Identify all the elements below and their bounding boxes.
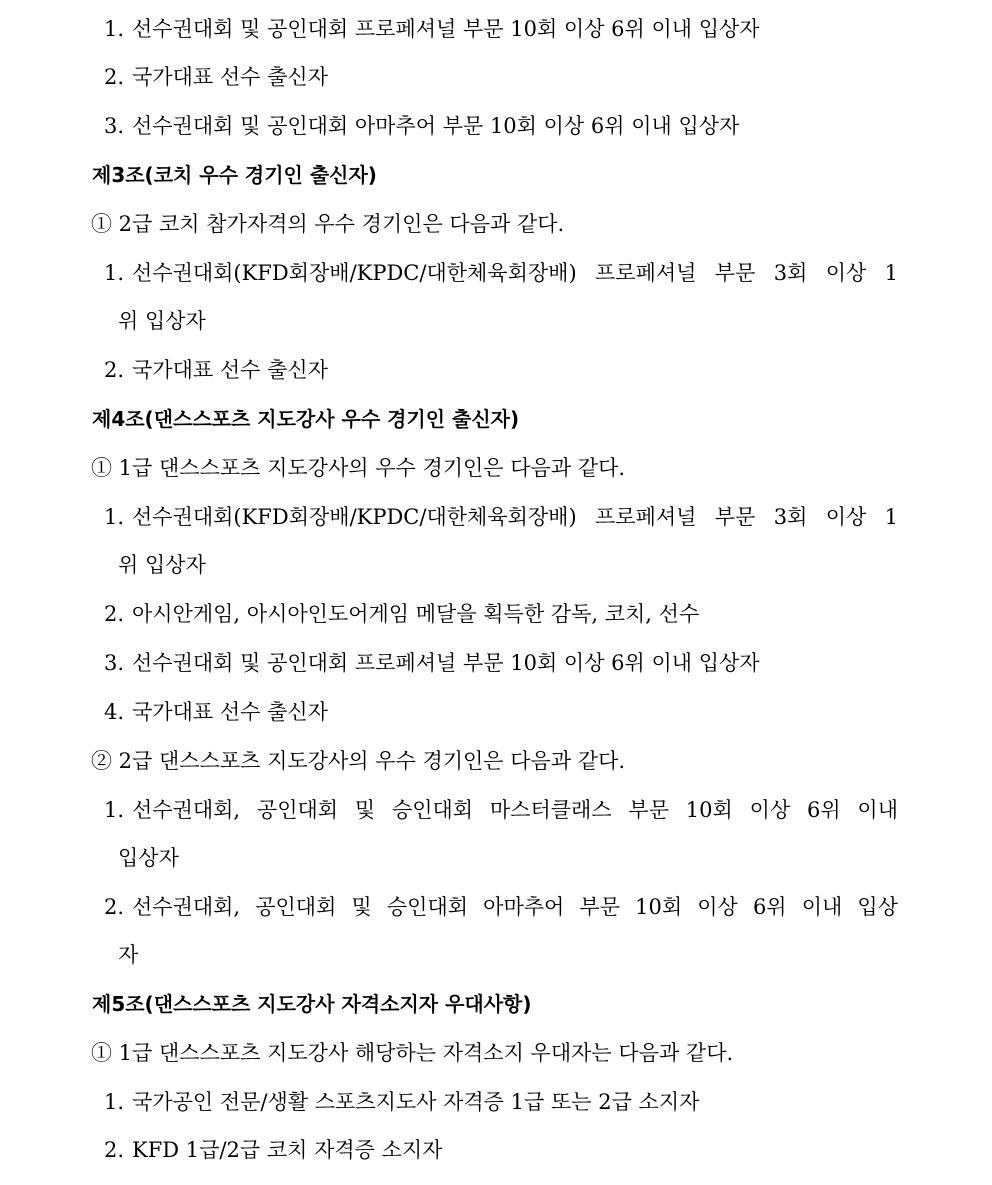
list-item — [0, 258, 992, 288]
item-text: KFD 1급/2급 코치 자격증 소지자 — [132, 1138, 443, 1162]
list-item — [0, 648, 992, 678]
item-number: 2. — [104, 358, 125, 382]
list-item — [0, 1087, 992, 1117]
item-number: 2. — [104, 1138, 125, 1162]
list-item — [0, 14, 992, 44]
article-heading: 제5조(댄스스포츠 지도강사 자격소지자 우대사항) — [92, 992, 532, 1016]
item-number: 1. — [104, 798, 125, 822]
clause-paragraph: ① 1급 댄스스포츠 지도강사 해당하는 자격소지 우대자는 다음과 같다. — [91, 1041, 734, 1065]
item-number: 2. — [104, 895, 125, 919]
list-item-continuation: 자 — [118, 943, 139, 967]
list-item — [0, 795, 992, 825]
item-number: 3. — [104, 114, 125, 138]
list-item — [0, 111, 992, 141]
item-text: 선수권대회, 공인대회 및 승인대회 아마추어 부문 10회 이상 6위 이내 입상 — [132, 895, 898, 919]
item-text: 국가공인 전문/생활 스포츠지도사 자격증 1급 또는 2급 소지자 — [132, 1090, 700, 1114]
item-text: 국가대표 선수 출신자 — [132, 358, 328, 382]
article-heading: 제4조(댄스스포츠 지도강사 우수 경기인 출신자) — [92, 407, 520, 431]
clause-paragraph: ② 2급 댄스스포츠 지도강사의 우수 경기인은 다음과 같다. — [91, 749, 626, 773]
item-text: 선수권대회(KFD회장배/KPDC/대한체육회장배) 프로페셔널 부문 3회 이상 1 — [132, 505, 898, 529]
list-item-continuation: 위 입상자 — [118, 309, 206, 333]
clause-paragraph: ① 1급 댄스스포츠 지도강사의 우수 경기인은 다음과 같다. — [91, 456, 626, 480]
item-text: 선수권대회 및 공인대회 프로페셔널 부문 10회 이상 6위 이내 입상자 — [132, 651, 760, 675]
item-text: 국가대표 선수 출신자 — [132, 700, 328, 724]
item-text: 국가대표 선수 출신자 — [132, 65, 328, 89]
item-text: 선수권대회 및 공인대회 프로페셔널 부문 10회 이상 6위 이내 입상자 — [132, 17, 760, 41]
item-number: 1. — [104, 261, 125, 285]
item-text: 선수권대회, 공인대회 및 승인대회 마스터클래스 부문 10회 이상 6위 이내 — [132, 798, 898, 822]
item-number: 4. — [104, 700, 125, 724]
list-item — [0, 599, 992, 629]
item-number: 1. — [104, 17, 125, 41]
item-text: 아시안게임, 아시아인도어게임 메달을 획득한 감독, 코치, 선수 — [132, 602, 700, 626]
article-heading: 제3조(코치 우수 경기인 출신자) — [92, 163, 377, 187]
list-item-continuation: 입상자 — [118, 846, 179, 870]
item-number: 1. — [104, 1090, 125, 1114]
clause-paragraph: ① 2급 코치 참가자격의 우수 경기인은 다음과 같다. — [91, 212, 565, 236]
list-item-continuation: 위 입상자 — [118, 553, 206, 577]
item-text: 선수권대회 및 공인대회 아마추어 부문 10회 이상 6위 이내 입상자 — [132, 114, 740, 138]
list-item — [0, 697, 992, 727]
item-number: 3. — [104, 651, 125, 675]
item-number: 1. — [104, 505, 125, 529]
item-number: 2. — [104, 602, 125, 626]
list-item — [0, 892, 992, 922]
list-item — [0, 62, 992, 92]
item-number: 2. — [104, 65, 125, 89]
list-item — [0, 1135, 992, 1165]
item-text: 선수권대회(KFD회장배/KPDC/대한체육회장배) 프로페셔널 부문 3회 이상 1 — [132, 261, 898, 285]
list-item — [0, 502, 992, 532]
list-item — [0, 355, 992, 385]
